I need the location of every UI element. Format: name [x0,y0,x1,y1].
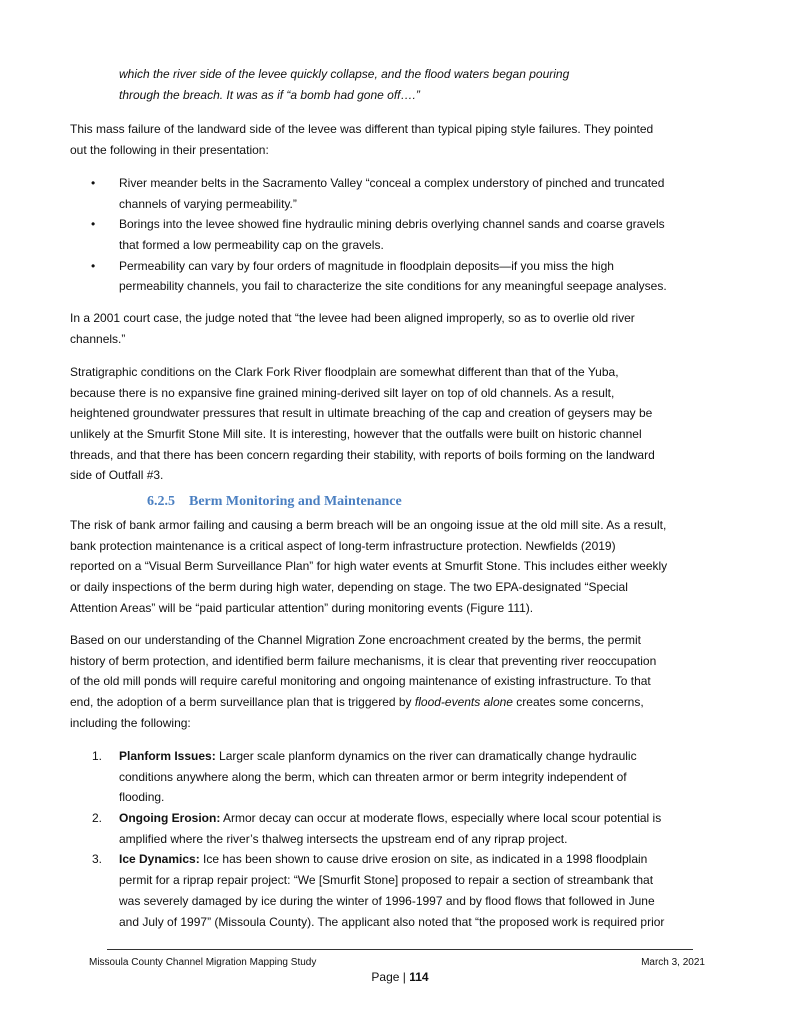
paragraph [70,308,635,349]
paragraph [70,515,667,618]
item-label: Ongoing Erosion: [119,811,221,826]
text-line: permit for a riprap repair project: “We [Smurfit Stone] proposed to repair a section of streambank that [119,873,654,888]
text-line [119,808,664,829]
text-line: and July of 1997” (Missoula County). The applicant also noted that “the proposed work is required prior [119,914,665,929]
text-line: through the breach. It was as if “a bomb had gone off….” [119,87,420,102]
text-line: unlikely at the Smurfit Stone Mill site. It is interesting, however that the outfalls were built on historic channel [70,427,642,442]
numbered-list [92,746,665,932]
list-item [92,849,665,932]
list-item [91,173,667,214]
section-title: Berm Monitoring and Maintenance [189,494,402,509]
text-line: Borings into the levee showed fine hydraulic mining debris overlying channel sands and coarse gravels [119,217,665,232]
list-number: 1. [92,749,103,763]
text-line: Permeability can vary by four orders of magnitude in floodplain deposits—if you miss the high [119,258,614,273]
page-number [0,970,800,984]
text-line [70,692,656,713]
footer-date: March 3, 2021 [641,957,705,968]
section-number: 6.2.5 [147,494,175,509]
paragraph [70,362,655,486]
item-label: Planform Issues: [119,749,216,763]
text-line: River meander belts in the Sacramento Valley “conceal a complex understory of pinched and truncated [119,176,665,190]
section-heading [147,494,402,510]
text-line: side of Outfall #3. [70,468,164,483]
text-line [119,849,664,870]
bullet-list [91,173,667,297]
text-line: history of berm protection, and identified berm failure mechanisms, it is clear that preventing river reoccupation [70,653,657,668]
text-line: out the following in their presentation: [70,142,269,157]
list-item [92,808,664,849]
text-line: was severely damaged by ice during the winter of 1996-1997 and by flood flows that followed in June [119,893,655,908]
text-line: permeability channels, you fail to characterize the site conditions for any meaningful seepage analyses. [119,279,667,294]
text-line: because there is no expansive fine grained mining-derived silt layer on top of old channels. As a result, [70,385,615,400]
paragraph [70,630,656,733]
text-line: channels.” [70,331,126,346]
text-line: flooding. [119,790,165,805]
page-number-value: 114 [409,970,429,984]
text-line: Stratigraphic conditions on the Clark Fork River floodplain are somewhat different than that of the Yuba, [70,365,619,379]
list-number: 2. [92,811,103,826]
text-run: Armor decay can occur at moderate flows, especially where local scour potential is [220,811,662,826]
text-line: that formed a low permeability cap on the gravels. [119,238,384,253]
text-line: In a 2001 court case, the judge noted that “the levee had been aligned improperly, so as to overlie old river [70,311,635,325]
list-number: 3. [92,852,103,867]
text-line: or daily inspections of the berm during high water, depending on stage. The two EPA-designated “Special [70,580,628,595]
text-line: The risk of bank armor failing and causing a berm breach will be an ongoing issue at the old mill site. As a result, [70,518,667,532]
text-line: of the old mill ponds will require careful monitoring and ongoing maintenance of existing infrastructure. To that [70,674,651,689]
text-line: heightened groundwater pressures that result in ultimate breaching of the cap and creation of geysers may be [70,406,653,421]
item-label: Ice Dynamics: [119,852,200,867]
list-item [91,256,667,297]
text-line: conditions anywhere along the berm, which can threaten armor or berm integrity independent of [119,769,627,784]
bullet-icon: • [91,176,96,190]
paragraph [70,119,653,160]
text-run: Ice has been shown to cause drive erosion on site, as indicated in a 1998 floodplain [199,852,648,867]
text-line [119,746,664,767]
text-line: channels of varying permeability.” [119,196,297,211]
bullet-icon: • [91,258,96,273]
text-run: end, the adoption of a berm surveillance plan that is triggered by [70,695,415,710]
text-run: creates some concerns, [512,695,644,710]
list-item [91,214,667,255]
text-line: This mass failure of the landward side of the levee was different than typical piping style failures. They pointed [70,122,654,136]
bullet-icon: • [91,217,96,232]
text-line: threads, and that there has been concern regarding their stability, with reports of boils forming on the landward [70,447,655,462]
text-line: Based on our understanding of the Channel Migration Zone encroachment created by the berms, the permit [70,633,642,647]
text-line: which the river side of the levee quickly collapse, and the flood waters began pouring [119,67,570,81]
list-item [92,746,664,808]
text-line: bank protection maintenance is a critical aspect of long-term infrastructure protection. Newfields (2019) [70,538,616,553]
page-label: Page | [371,970,410,984]
text-run: Larger scale planform dynamics on the river can dramatically change hydraulic [215,749,637,763]
block-quote [119,64,569,105]
text-line: Attention Areas” will be “paid particular attention” during monitoring events (Figure 111). [70,600,534,615]
text-line: including the following: [70,715,191,730]
text-line: amplified where the river’s thalweg intersects the upstream end of any riprap project. [119,831,568,846]
footer-divider [107,949,693,950]
emphasis-text: flood-events alone [414,695,513,710]
text-line: reported on a “Visual Berm Surveillance Plan” for high water events at Smurfit Stone. This includes either weekly [70,559,668,574]
footer-title: Missoula County Channel Migration Mapping Study [89,957,317,968]
